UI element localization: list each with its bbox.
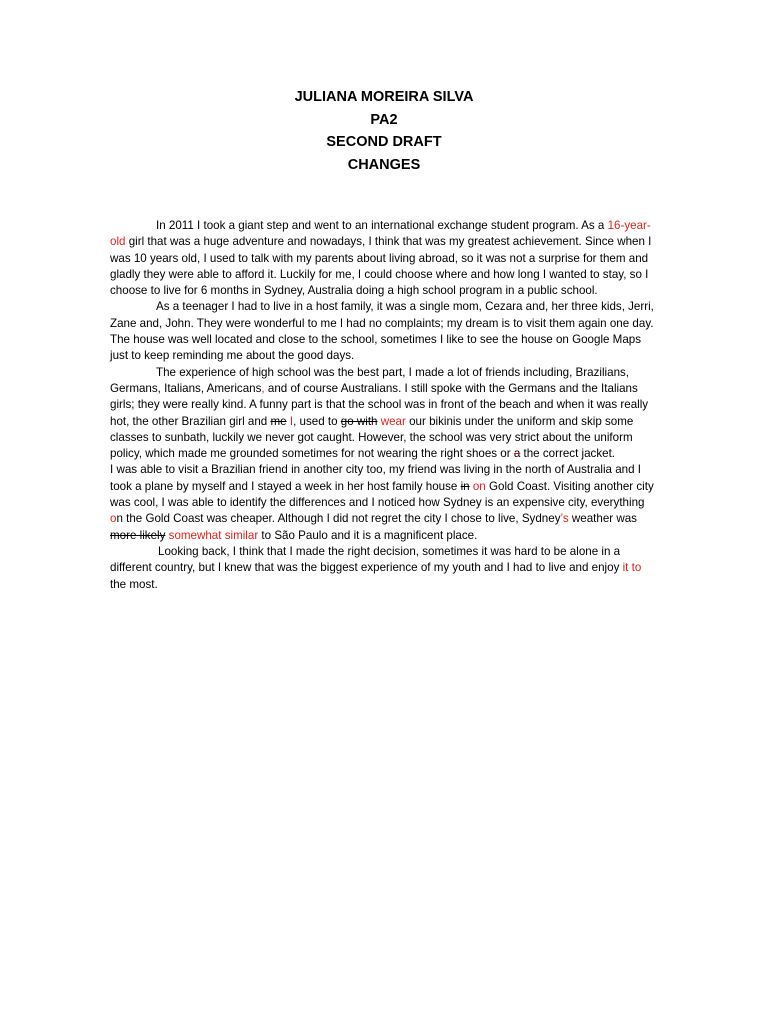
author-name: JULIANA MOREIRA SILVA	[294, 89, 474, 105]
course-code: PA2	[370, 111, 398, 128]
correction-deletion: in	[460, 479, 470, 493]
text-run: As a teenager I had to live in a host family, it was a single mom, Cezara and, her three kids, Jerri, Zane and, John. They were wonderful to me I had no complaints; my dream is to visit them again one day. The house was well located and close to the school, sometimes I like to see the house on Google Maps just to keep reminding me about the good days.	[110, 300, 654, 363]
essay-paragraph	[110, 544, 658, 593]
essay-paragraph	[110, 365, 658, 463]
text-run: Gold Coast. Visiting another city was cool, I was able to identify the differences and I noticed how Sydney is an expensive city, everything	[110, 479, 654, 510]
essay-paragraph	[110, 462, 658, 543]
correction-deletion: me	[270, 414, 287, 428]
correction-insertion: I	[289, 414, 294, 428]
text-run: In 2011 I took a giant step and went to an international exchange student program. As a	[156, 219, 608, 232]
text-run: the most.	[110, 577, 158, 591]
essay-paragraph	[110, 299, 658, 364]
text-run: The experience of high school was the best part, I made a lot of friends including, Brazilians, Germans, Italians, Americans	[110, 365, 630, 395]
text-run: our bikinis under the uniform and skip some classes to sunbath, luckily we never got caught. However, the school was very strict about the uniform policy, which made me grounded sometimes for not wearing the right shoes or	[110, 414, 634, 461]
text-run: Looking back, I think that I made the right decision, sometimes it was hard to be alone in a different country, but I knew that was the biggest experience of my youth and I had to live and enjoy	[110, 544, 623, 575]
text-run: I was able to visit a Brazilian friend in another city too, my friend was living in the north of Australia and I took a plane by myself and I stayed a week in her host family house	[110, 463, 642, 493]
text-run: , used to	[293, 414, 341, 428]
correction-insertion: on	[472, 479, 486, 493]
essay-paragraph	[110, 218, 658, 299]
essay-body	[110, 218, 658, 593]
text-run: and of course Australians. I still spoke with the Germans and the Italians girls; they were really kind. A funny part is that the school was in front of the beach and when it was really hot, the other Brazilian girl and	[110, 381, 649, 428]
correction-insertion: ,	[261, 381, 265, 395]
correction-insertion: 16-year-old	[110, 219, 651, 249]
correction-deletion: go with	[340, 414, 378, 428]
document-heading	[0, 86, 768, 176]
correction-insertion: wear	[380, 414, 406, 428]
draft-label: SECOND DRAFT	[326, 134, 442, 150]
text-run: to São Paulo and it is a magnificent place.	[258, 528, 478, 542]
correction-deletion: more likely	[110, 528, 166, 542]
text-run: n the Gold Coast was cheaper. Although I did not regret the city I chose to live, Sydney	[116, 512, 561, 526]
correction-insertion: o	[110, 512, 117, 526]
correction-deletion: a	[513, 447, 521, 461]
correction-insertion: somewhat similar	[168, 528, 259, 542]
text-run: the correct jacket.	[520, 447, 616, 461]
text-run: weather was	[568, 512, 637, 526]
correction-insertion: it to	[622, 561, 642, 575]
text-run: girl that was a huge adventure and nowadays, I think that was my greatest achievement. Since when I was 10 years old, I used to talk with my parents about living abroad, so it was not a surprise for them and gladly they were able to afford it. Luckily for me, I could choose where and how long I wanted to stay, so I choose to live for 6 months in Sydney, Australia doing a high school program in a public school.	[110, 235, 652, 298]
correction-insertion: ’s	[560, 512, 569, 526]
section-title: CHANGES	[347, 156, 421, 173]
